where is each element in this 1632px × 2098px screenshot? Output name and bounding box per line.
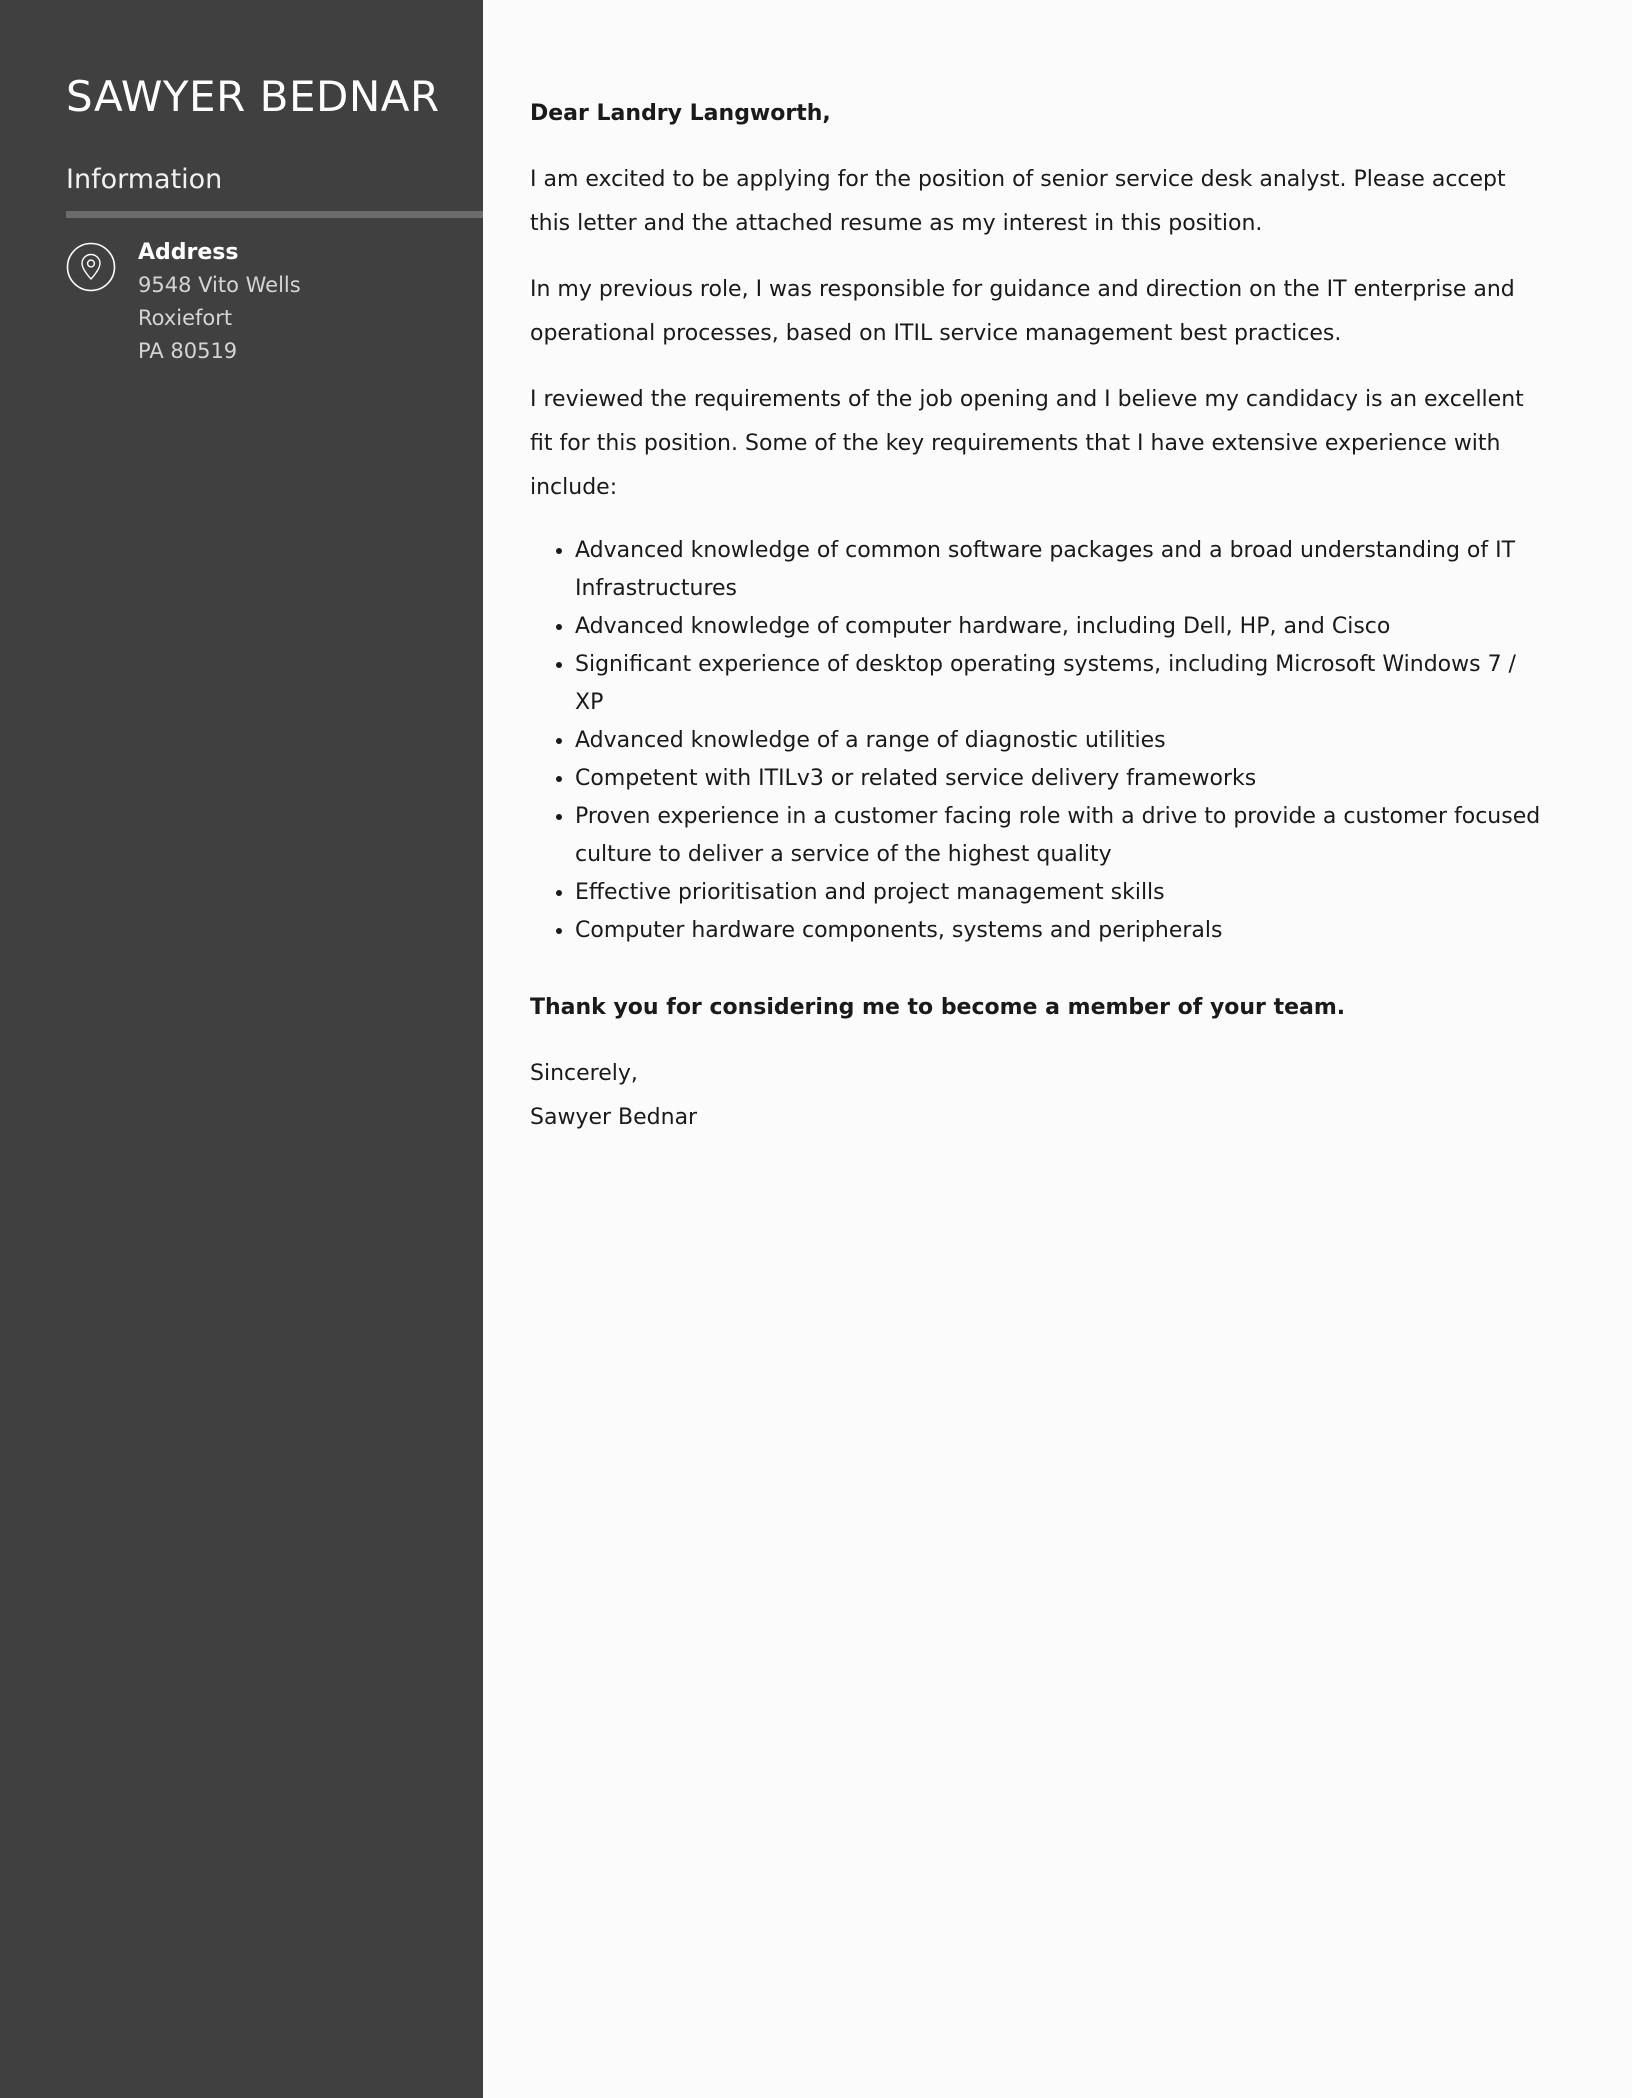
experience-paragraph: In my previous role, I was responsible for guidance and direction on the IT enterprise and operational processes, based on ITIL service management best practices. xyxy=(530,277,1515,346)
map-pin-icon xyxy=(66,242,116,292)
list-item: • Advanced knowledge of computer hardware, including Dell, HP, and Cisco xyxy=(575,608,1550,646)
list-item: • Advanced knowledge of common software packages and a broad understanding of IT Infrastructures xyxy=(575,532,1550,608)
intro-paragraph: I am excited to be applying for the position of senior service desk analyst. Please accept this letter and the attached resume as my interest in this position. xyxy=(530,167,1506,236)
information-heading: Information xyxy=(66,164,223,195)
requirements-paragraph: I reviewed the requirements of the job opening and I believe my candidacy is an excellent fit for this position. Some of the key requirements that I have extensive experience with include: xyxy=(530,387,1524,500)
address-label: Address xyxy=(138,240,239,265)
list-item: • Significant experience of desktop operating systems, including Microsoft Windows 7 / XP xyxy=(575,646,1550,722)
address-state-zip: PA 80519 xyxy=(138,339,238,363)
signature-block xyxy=(530,1052,1550,1140)
signature: Sawyer Bednar xyxy=(530,1105,698,1130)
cover-letter-body xyxy=(530,92,1550,1140)
list-item: • Competent with ITILv3 or related service delivery frameworks xyxy=(575,760,1550,798)
sidebar xyxy=(0,0,483,2098)
list-item: • Advanced knowledge of a range of diagnostic utilities xyxy=(575,722,1550,760)
list-item: • Computer hardware components, systems and peripherals xyxy=(575,912,1550,950)
requirements-list xyxy=(530,532,1550,950)
list-item: • Effective prioritisation and project management skills xyxy=(575,874,1550,912)
salutation: Dear Landry Langworth, xyxy=(530,101,831,126)
applicant-name: SAWYER BEDNAR xyxy=(66,72,440,121)
address-street: 9548 Vito Wells xyxy=(138,273,301,297)
address-block xyxy=(138,236,458,368)
address-city: Roxiefort xyxy=(138,306,233,330)
closing: Sincerely, xyxy=(530,1061,638,1086)
list-item: • Proven experience in a customer facing role with a drive to provide a customer focused culture to deliver a service of the highest quality xyxy=(575,798,1550,874)
section-divider xyxy=(66,211,483,218)
thanks-line: Thank you for considering me to become a member of your team. xyxy=(530,995,1346,1020)
